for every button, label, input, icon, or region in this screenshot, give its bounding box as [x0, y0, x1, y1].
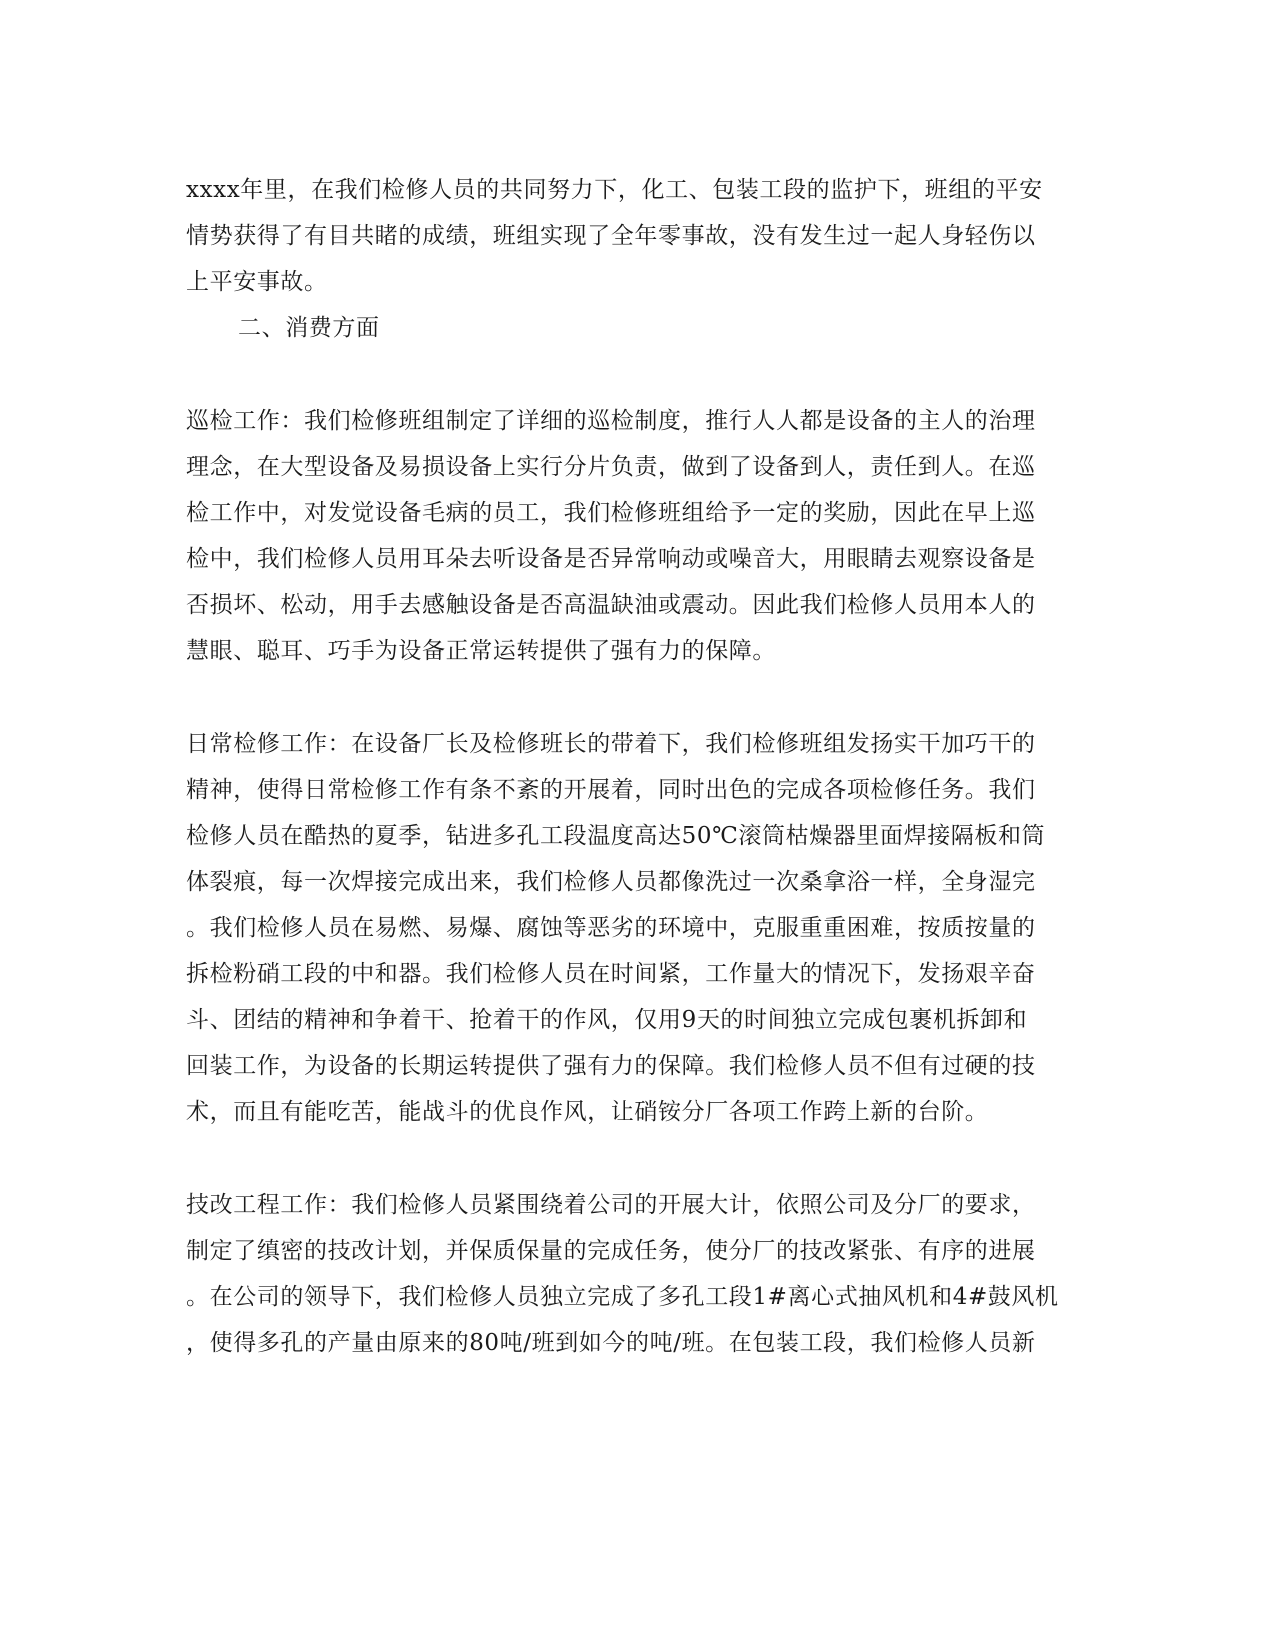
daily-line-1: 日常检修工作：在设备厂长及检修班长的带着下，我们检修班组发扬实干加巧干的 — [186, 731, 1036, 757]
patrol-line-5: 否损坏、松动，用手去感触设备是否高温缺油或震动。因此我们检修人员用本人的 — [186, 592, 1036, 618]
intro-line-3: 上平安事故。 — [186, 269, 328, 295]
daily-line-8: 回装工作，为设备的长期运转提供了强有力的保障。我们检修人员不但有过硬的技 — [186, 1053, 1036, 1079]
tech-line-4: ，使得多孔的产量由原来的80吨/班到如今的吨/班。在包装工段，我们检修人员新 — [186, 1330, 1036, 1356]
tech-line-2: 制定了缜密的技改计划，并保质保量的完成任务，使分厂的技改紧张、有序的进展 — [186, 1238, 1036, 1264]
tech-line-1: 技改工程工作：我们检修人员紧围绕着公司的开展大计，依照公司及分厂的要求， — [186, 1192, 1036, 1218]
intro-line-1: xxxx年里，在我们检修人员的共同努力下，化工、包装工段的监护下，班组的平安 — [186, 177, 1043, 203]
daily-line-7: 斗、团结的精神和争着干、抢着干的作风，仅用9天的时间独立完成包裹机拆卸和 — [186, 1007, 1028, 1033]
patrol-line-6: 慧眼、聪耳、巧手为设备正常运转提供了强有力的保障。 — [186, 638, 776, 664]
daily-line-3: 检修人员在酷热的夏季，钻进多孔工段温度高达50℃滚筒枯燥器里面焊接隔板和筒 — [186, 823, 1046, 849]
intro-line-2: 情势获得了有目共睹的成绩，班组实现了全年零事故，没有发生过一起人身轻伤以 — [186, 223, 1036, 249]
patrol-line-4: 检中，我们检修人员用耳朵去听设备是否异常响动或噪音大，用眼睛去观察设备是 — [186, 546, 1036, 572]
section-heading: 二、消费方面 — [238, 315, 380, 341]
patrol-line-3: 检工作中，对发觉设备毛病的员工，我们检修班组给予一定的奖励，因此在早上巡 — [186, 500, 1036, 526]
daily-line-5: 。我们检修人员在易燃、易爆、腐蚀等恶劣的环境中，克服重重困难，按质按量的 — [186, 915, 1036, 941]
daily-line-9: 术，而且有能吃苦，能战斗的优良作风，让硝铵分厂各项工作跨上新的台阶。 — [186, 1099, 989, 1125]
daily-line-2: 精神，使得日常检修工作有条不紊的开展着，同时出色的完成各项检修任务。我们 — [186, 777, 1036, 803]
daily-line-4: 体裂痕，每一次焊接完成出来，我们检修人员都像洗过一次桑拿浴一样，全身湿完 — [186, 869, 1036, 895]
daily-line-6: 拆检粉硝工段的中和器。我们检修人员在时间紧，工作量大的情况下，发扬艰辛奋 — [186, 961, 1036, 987]
patrol-line-2: 理念，在大型设备及易损设备上实行分片负责，做到了设备到人，责任到人。在巡 — [186, 454, 1036, 480]
tech-line-3: 。在公司的领导下，我们检修人员独立完成了多孔工段1#离心式抽风机和4#鼓风机 — [186, 1284, 1059, 1310]
patrol-line-1: 巡检工作：我们检修班组制定了详细的巡检制度，推行人人都是设备的主人的治理 — [186, 408, 1036, 434]
